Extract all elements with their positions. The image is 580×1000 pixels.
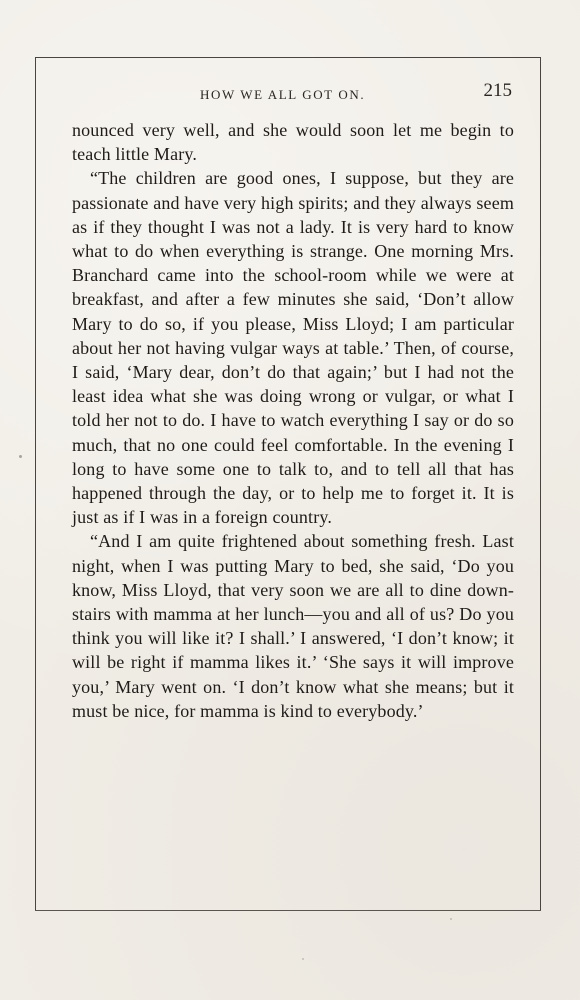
- running-head: HOW WE ALL GOT ON.: [200, 87, 366, 102]
- bottom-rule: [35, 910, 541, 911]
- body-text: [72, 118, 514, 723]
- paper-speck: [19, 455, 22, 458]
- paragraph-3: “And I am quite frightened about something fresh. Last night, when I was putting Mary to bed, she said, ‘Do you know, Miss Lloyd, that very soon we are all to dine down-stairs with mamma at her lunch—you and all of us? Do you think you will like it? I shall.’ I answered, ‘I don’t know; it will be right if mamma likes it.’ ‘She says it will improve you,’ Mary went on. ‘I don’t know what she means; but it must be nice, for mamma is kind to everybody.’: [72, 531, 514, 721]
- paragraph-2: “The children are good ones, I suppose, but they are passionate and have very high spirits; and they always seem as if they thought I was not a lady. It is very hard to know what to do when everything is strange. One morning Mrs. Branchard came into the school-room while we were at breakfast, and after a few minutes she said, ‘Don’t allow Mary to do so, if you please, Miss Lloyd; I am particular about her not having vulgar ways at table.’ Then, of course, I said, ‘Mary dear, don’t do that again;’ but I had not the least idea what she was doing wrong or vulgar, or what I told her not to do. I have to watch everything I say or do so much, that no one could feel comfortable. In the evening I long to have some one to talk to, and to tell all that has happened through the day, or to help me to forget it. It is just as if I was in a foreign country.: [72, 168, 514, 528]
- page-header: [68, 80, 514, 108]
- paper-speck: [450, 918, 452, 920]
- page-number: 215: [483, 80, 512, 101]
- paper-speck: [302, 958, 304, 960]
- paragraph-1: nounced very well, and she would soon let me begin to teach little Mary.: [72, 120, 514, 165]
